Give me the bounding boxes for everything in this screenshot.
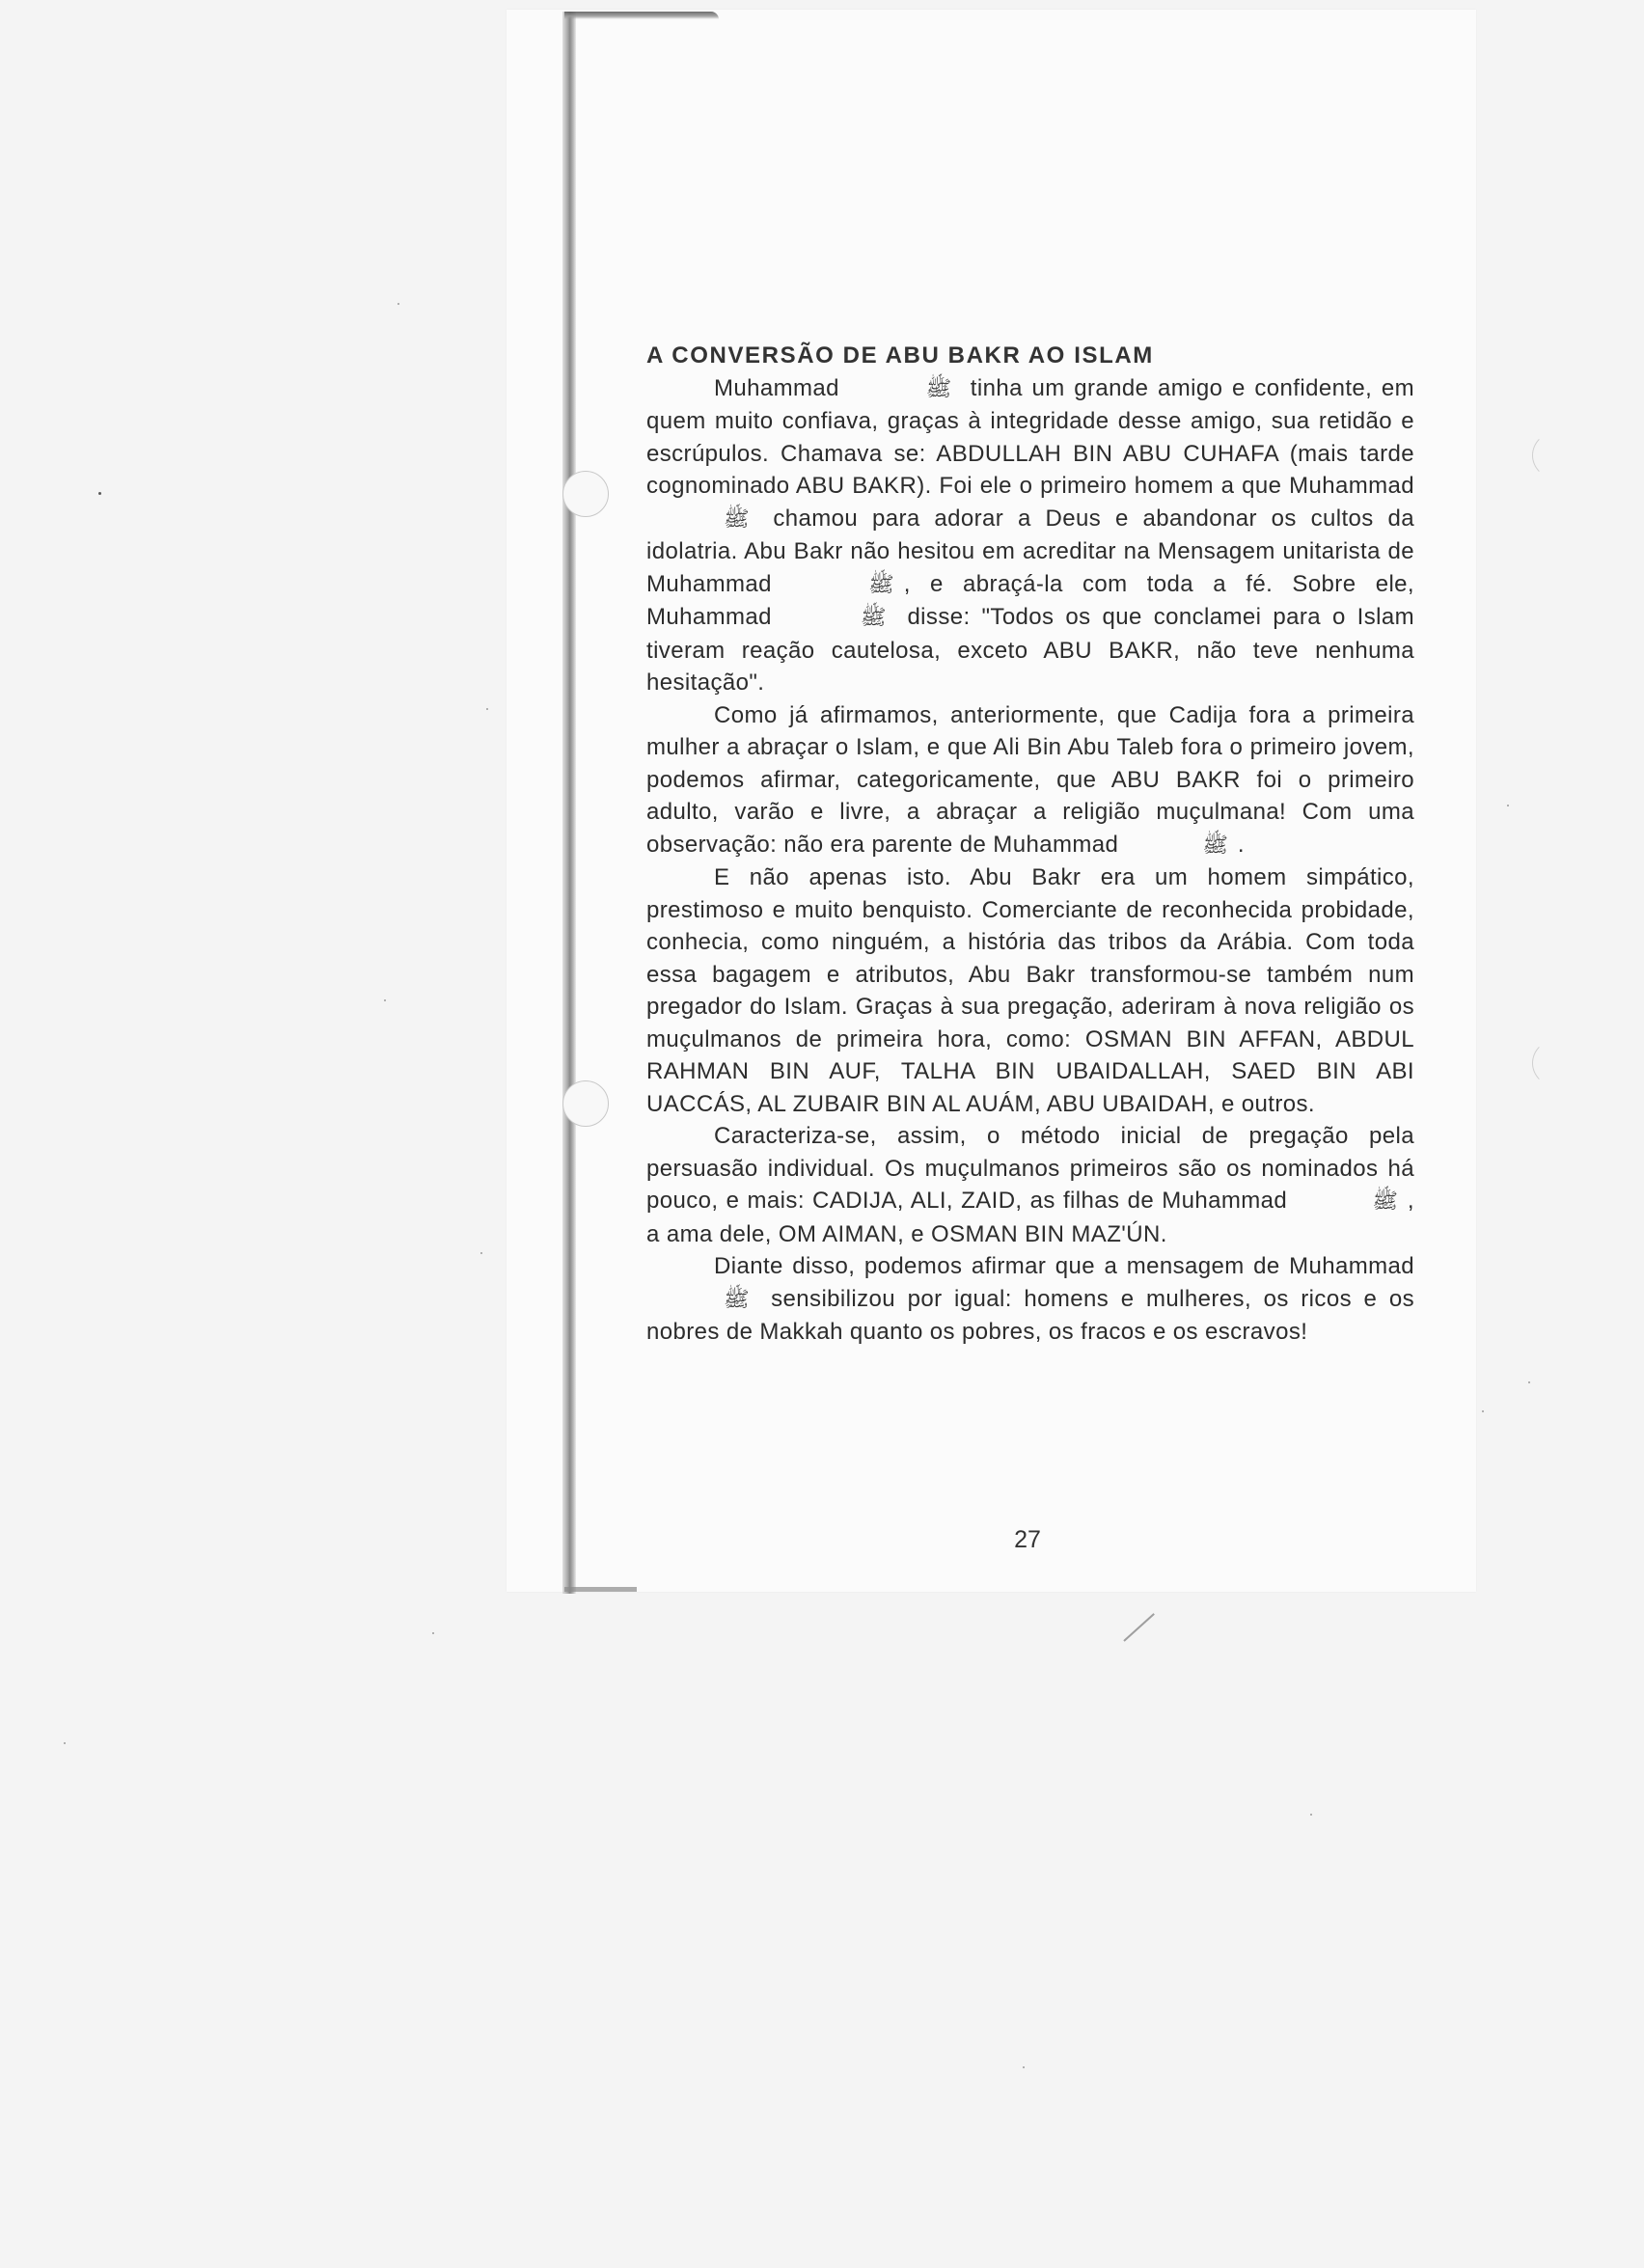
paragraph-text: disse: "Todos os que conclamei para o Islam tiveram reação cautelosa, exceto ABU BAKR, não teve nenhuma hesitação". xyxy=(646,604,1414,696)
paragraph-text: Diante disso, podemos afirmar que a mensagem de Muhammad xyxy=(714,1253,1414,1279)
body-paragraph xyxy=(646,1250,1414,1349)
paragraph-text: E não apenas isto. Abu Bakr era um homem simpático, prestimoso e muito benquisto. Comerciante de reconhecida probidade, conhecia, como ninguém, a história das tribos da Arábia. Com toda essa bagagem e atributos, Abu Bakr transformou-se também num pregador do Islam. Graças à sua pregação, aderiram à nova religião os muçulmanos de primeira hora, como: OSMAN BIN AFFAN, ABDUL RAHMAN BIN AUF, TALHA BIN UBAIDALLAH, SAED BIN ABI UACCÁS, AL ZUBAIR BIN AL AUÁM, ABU UBAIDAH, e outros. xyxy=(646,864,1414,1117)
paragraph-text: tinha um grande amigo e confidente, em quem muito confiava, graças à integridade desse amigo, sua retidão e escrúpulos. Chamava se: ABDULLAH BIN ABU CUHAFA (mais tarde cognominado ABU BAKR). Foi ele o primeiro homem a que Muhammad xyxy=(646,374,1414,499)
body-paragraph xyxy=(646,1120,1414,1250)
paragraph-text: Como já afirmamos, anteriormente, que Cadija fora a primeira mulher a abraçar o Islam, e que Ali Bin Abu Taleb fora o primeiro jovem, podemos afirmar, categoricamente, que ABU BAKR foi o primeiro adulto, varão e livre, a abraçar a religião muçulmana! Com uma observação: não era parente de Muhammad xyxy=(646,701,1414,858)
paragraph-text: , a ama dele, OM AIMAN, e OSMAN BIN MAZ'ÚN. xyxy=(646,1188,1414,1247)
arabic-honorific-calligraphy-icon: ﷺ xyxy=(1372,1189,1398,1214)
paragraph-text: sensibilizou por igual: homens e mulheres, os ricos e os nobres de Makkah quanto os pobres, os fracos e os escravos! xyxy=(646,1285,1414,1345)
arabic-honorific-calligraphy-icon: ﷺ xyxy=(925,376,952,401)
scan-speck xyxy=(480,1252,482,1254)
punch-hole xyxy=(562,471,609,517)
article-body xyxy=(646,340,1414,1349)
arabic-honorific-calligraphy-icon: ﷺ xyxy=(868,572,894,597)
arabic-honorific-calligraphy-icon: ﷺ xyxy=(860,606,887,630)
paragraph-text: chamou para adorar a Deus e abandonar os cultos da idolatria. Abu Bakr não hesitou em acreditar na Mensagem unitarista de Muhammad xyxy=(646,505,1414,597)
arabic-honorific-calligraphy-icon: ﷺ xyxy=(724,1287,750,1312)
scan-speck xyxy=(1528,1381,1530,1383)
page-number: 27 xyxy=(1014,1526,1041,1553)
scan-speck xyxy=(384,999,386,1001)
paragraph-text: , e abraçá-la com toda a fé. Sobre ele, Muhammad xyxy=(646,570,1414,630)
page-bottom-edge xyxy=(564,1587,637,1592)
punch-hole xyxy=(562,1080,609,1127)
scan-speck xyxy=(432,1632,434,1634)
body-paragraph xyxy=(646,861,1414,1120)
arabic-honorific-calligraphy-icon: ﷺ xyxy=(724,506,750,532)
chapter-heading: A CONVERSÃO DE ABU BAKR AO ISLAM xyxy=(646,342,1154,369)
scan-speck xyxy=(397,303,399,305)
scan-speck xyxy=(486,708,488,710)
body-paragraph xyxy=(646,372,1414,699)
binding-edge xyxy=(562,12,576,1594)
page-top-edge xyxy=(564,12,719,19)
scan-speck xyxy=(1482,1410,1484,1412)
scan-speck xyxy=(98,492,101,495)
paragraph-text: Muhammad xyxy=(714,374,839,401)
arabic-honorific-calligraphy-icon: ﷺ xyxy=(1202,833,1228,858)
punch-hole-shadow xyxy=(1532,432,1578,478)
body-paragraph xyxy=(646,699,1414,862)
scan-speck xyxy=(1023,2066,1025,2068)
paragraph-list xyxy=(646,372,1414,1349)
scan-speck xyxy=(1507,805,1509,806)
paragraph-text: . xyxy=(1237,831,1245,858)
scan-speck xyxy=(1310,1814,1312,1816)
paragraph-text: Caracteriza-se, assim, o método inicial de pregação pela persuasão individual. Os muçulmanos primeiros são os nominados há pouco, e mais: CADIJA, ALI, ZAID, as filhas de Muhammad xyxy=(646,1123,1414,1214)
scan-speck xyxy=(64,1742,66,1744)
punch-hole-shadow xyxy=(1532,1040,1578,1086)
